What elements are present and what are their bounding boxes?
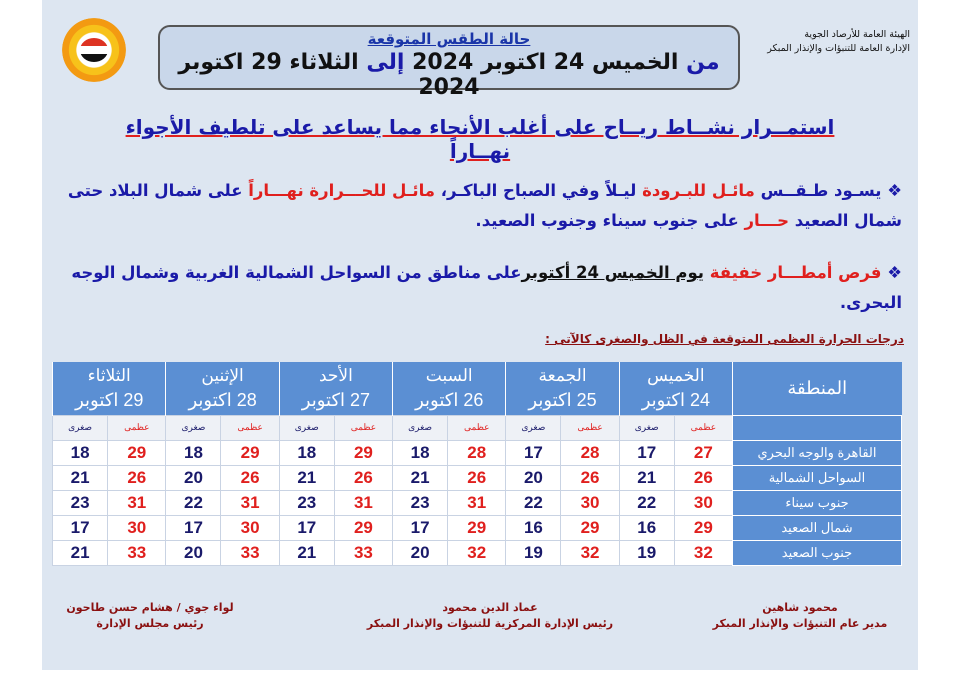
min-temp: 22: [166, 490, 221, 515]
from-label: من: [686, 50, 720, 75]
min-temp: 19: [619, 540, 674, 565]
max-temp: 28: [448, 440, 506, 465]
day-date: 25 اكتوبر: [528, 390, 597, 411]
to-date: الثلاثاء 29 اكتوبر 2024: [178, 50, 480, 100]
region-header-spacer: [733, 415, 902, 440]
min-temp: 18: [53, 440, 108, 465]
max-temp: 26: [674, 465, 732, 490]
max-temp: 26: [448, 465, 506, 490]
day-header: [393, 362, 506, 415]
region-name: شمال الصعيد: [733, 515, 902, 540]
min-temp: 18: [393, 440, 448, 465]
table-row: [53, 515, 902, 540]
text-highlight: مائـل للبـرودة: [642, 181, 755, 200]
max-temp: 30: [561, 490, 619, 515]
max-label: عظمى: [561, 415, 619, 440]
to-label: إلى: [366, 50, 405, 75]
region-header: المنطقة: [733, 362, 902, 415]
forecast-period: [160, 50, 738, 100]
signature-title: مدير عام التنبؤات والإنذار المبكر: [712, 617, 888, 630]
flag-emblem-icon: [80, 38, 108, 62]
bullet-2: [62, 258, 902, 318]
min-max-label-row: [53, 415, 902, 440]
max-temp: 29: [221, 440, 279, 465]
text: على مناطق من السواحل الشمالية الغربية وشمال الوجه البحرى.: [71, 263, 902, 312]
day-name: السبت: [425, 366, 473, 386]
max-temp: 33: [334, 540, 392, 565]
day-name: الثلاثاء: [87, 366, 131, 386]
signature-3: [60, 600, 240, 632]
min-label: صغرى: [393, 415, 448, 440]
min-temp: 20: [166, 540, 221, 565]
from-date: الخميس 24 اكتوبر 2024: [412, 50, 679, 75]
min-temp: 17: [506, 440, 561, 465]
min-temp: 21: [279, 465, 334, 490]
org-line-2: الإدارة العامة للتنبؤات والإنذار المبكر: [767, 43, 910, 54]
text: يسـود طـقــس: [760, 181, 882, 200]
org-line-1: الهيئة العامة للأرصاد الجوية: [804, 29, 910, 40]
text-highlight: فرص أمطـــار خفيفة: [709, 263, 882, 282]
max-temp: 27: [674, 440, 732, 465]
min-temp: 17: [53, 515, 108, 540]
text: على شمال البلاد حتى شمال الصعيد: [67, 181, 902, 230]
day-header: [53, 362, 166, 415]
min-temp: 23: [53, 490, 108, 515]
signature-title: رئيس مجلس الإدارة: [96, 617, 204, 630]
day-name: الإثنين: [201, 366, 244, 386]
max-temp: 26: [108, 465, 166, 490]
min-temp: 22: [506, 490, 561, 515]
min-temp: 17: [619, 440, 674, 465]
max-temp: 31: [108, 490, 166, 515]
max-label: عظمى: [221, 415, 279, 440]
day-name: الأحد: [318, 366, 353, 386]
min-temp: 21: [53, 540, 108, 565]
min-temp: 20: [393, 540, 448, 565]
bullet-diamond-icon: ❖: [887, 263, 902, 282]
text-highlight: مائـل للحـــرارة نهـــاراً: [248, 181, 436, 200]
region-name: جنوب سيناء: [733, 490, 902, 515]
min-label: صغرى: [166, 415, 221, 440]
min-label: صغرى: [279, 415, 334, 440]
day-date: 27 اكتوبر: [301, 390, 371, 411]
max-temp: 29: [334, 440, 392, 465]
max-temp: 29: [448, 515, 506, 540]
table-caption: درجات الحرارة العظمى المتوقعة في الظل والصغرى كالآتى :: [545, 332, 904, 346]
signature-name: محمود شاهين: [762, 601, 838, 614]
max-temp: 30: [674, 490, 732, 515]
table-row: [53, 465, 902, 490]
table-row: [53, 490, 902, 515]
max-temp: 26: [561, 465, 619, 490]
signature-title: رئيس الإدارة المركزية للتنبؤات والإنذار المبكر: [366, 617, 614, 630]
max-temp: 29: [561, 515, 619, 540]
max-temp: 29: [108, 440, 166, 465]
min-label: صغرى: [53, 415, 108, 440]
ema-logo: [62, 18, 126, 82]
max-label: عظمى: [108, 415, 166, 440]
min-temp: 21: [53, 465, 108, 490]
max-temp: 29: [334, 515, 392, 540]
temperature-table: [52, 362, 902, 566]
day-date: 24 اكتوبر: [641, 390, 710, 411]
max-temp: 28: [561, 440, 619, 465]
table-row: [53, 540, 902, 565]
max-temp: 26: [334, 465, 392, 490]
region-name: السواحل الشمالية: [733, 465, 902, 490]
min-temp: 20: [166, 465, 221, 490]
max-temp: 32: [674, 540, 732, 565]
day-header: [279, 362, 392, 415]
header-box: [158, 25, 740, 100]
max-label: عظمى: [334, 415, 392, 440]
signature-1: [700, 600, 900, 632]
min-temp: 21: [393, 465, 448, 490]
max-temp: 31: [221, 490, 279, 515]
max-temp: 31: [334, 490, 392, 515]
min-temp: 18: [166, 440, 221, 465]
table-row: [53, 440, 902, 465]
signature-2: [360, 600, 620, 632]
max-temp: 29: [674, 515, 732, 540]
max-temp: 33: [221, 540, 279, 565]
max-temp: 32: [448, 540, 506, 565]
text-date: يوم الخميس 24 أكتوبر: [521, 263, 704, 282]
min-temp: 23: [279, 490, 334, 515]
text: ليـلاً وفي الصباح الباكـر،: [440, 181, 637, 200]
max-label: عظمى: [674, 415, 732, 440]
max-temp: 31: [448, 490, 506, 515]
min-temp: 19: [506, 540, 561, 565]
max-temp: 30: [221, 515, 279, 540]
signature-name: لواء جوي / هشام حسن طاحون: [66, 601, 234, 614]
table-header-row: [53, 362, 902, 415]
min-temp: 17: [279, 515, 334, 540]
min-temp: 17: [393, 515, 448, 540]
max-label: عظمى: [448, 415, 506, 440]
signature-name: عماد الدين محمود: [442, 601, 538, 614]
region-name: جنوب الصعيد: [733, 540, 902, 565]
min-label: صغرى: [506, 415, 561, 440]
organization-name: [767, 28, 910, 56]
day-header: [619, 362, 732, 415]
day-header: [166, 362, 279, 415]
min-temp: 23: [393, 490, 448, 515]
min-temp: 17: [166, 515, 221, 540]
min-temp: 20: [506, 465, 561, 490]
max-temp: 26: [221, 465, 279, 490]
day-name: الخميس: [647, 366, 705, 386]
day-name: الجمعة: [538, 366, 587, 386]
bullet-1: [62, 176, 902, 236]
headline: استمــرار نشــاط ريــاح على أغلب الأنحاء مما يساعد على تلطيف الأجواء نهــاراً: [125, 115, 835, 163]
bullet-diamond-icon: ❖: [887, 181, 902, 200]
day-date: 26 اكتوبر: [415, 390, 484, 411]
max-temp: 30: [108, 515, 166, 540]
forecast-title: حالة الطقس المتوقعة: [367, 30, 531, 48]
min-temp: 22: [619, 490, 674, 515]
region-name: القاهرة والوجه البحري: [733, 440, 902, 465]
max-temp: 33: [108, 540, 166, 565]
max-temp: 32: [561, 540, 619, 565]
min-temp: 18: [279, 440, 334, 465]
min-temp: 21: [279, 540, 334, 565]
min-temp: 16: [619, 515, 674, 540]
min-temp: 21: [619, 465, 674, 490]
day-date: 28 اكتوبر: [188, 390, 257, 411]
text: على جنوب سيناء وجنوب الصعيد.: [475, 211, 739, 230]
day-date: 29 اكتوبر: [75, 390, 144, 411]
day-header: [506, 362, 619, 415]
text-highlight: حـــار: [744, 211, 790, 230]
min-label: صغرى: [619, 415, 674, 440]
min-temp: 16: [506, 515, 561, 540]
